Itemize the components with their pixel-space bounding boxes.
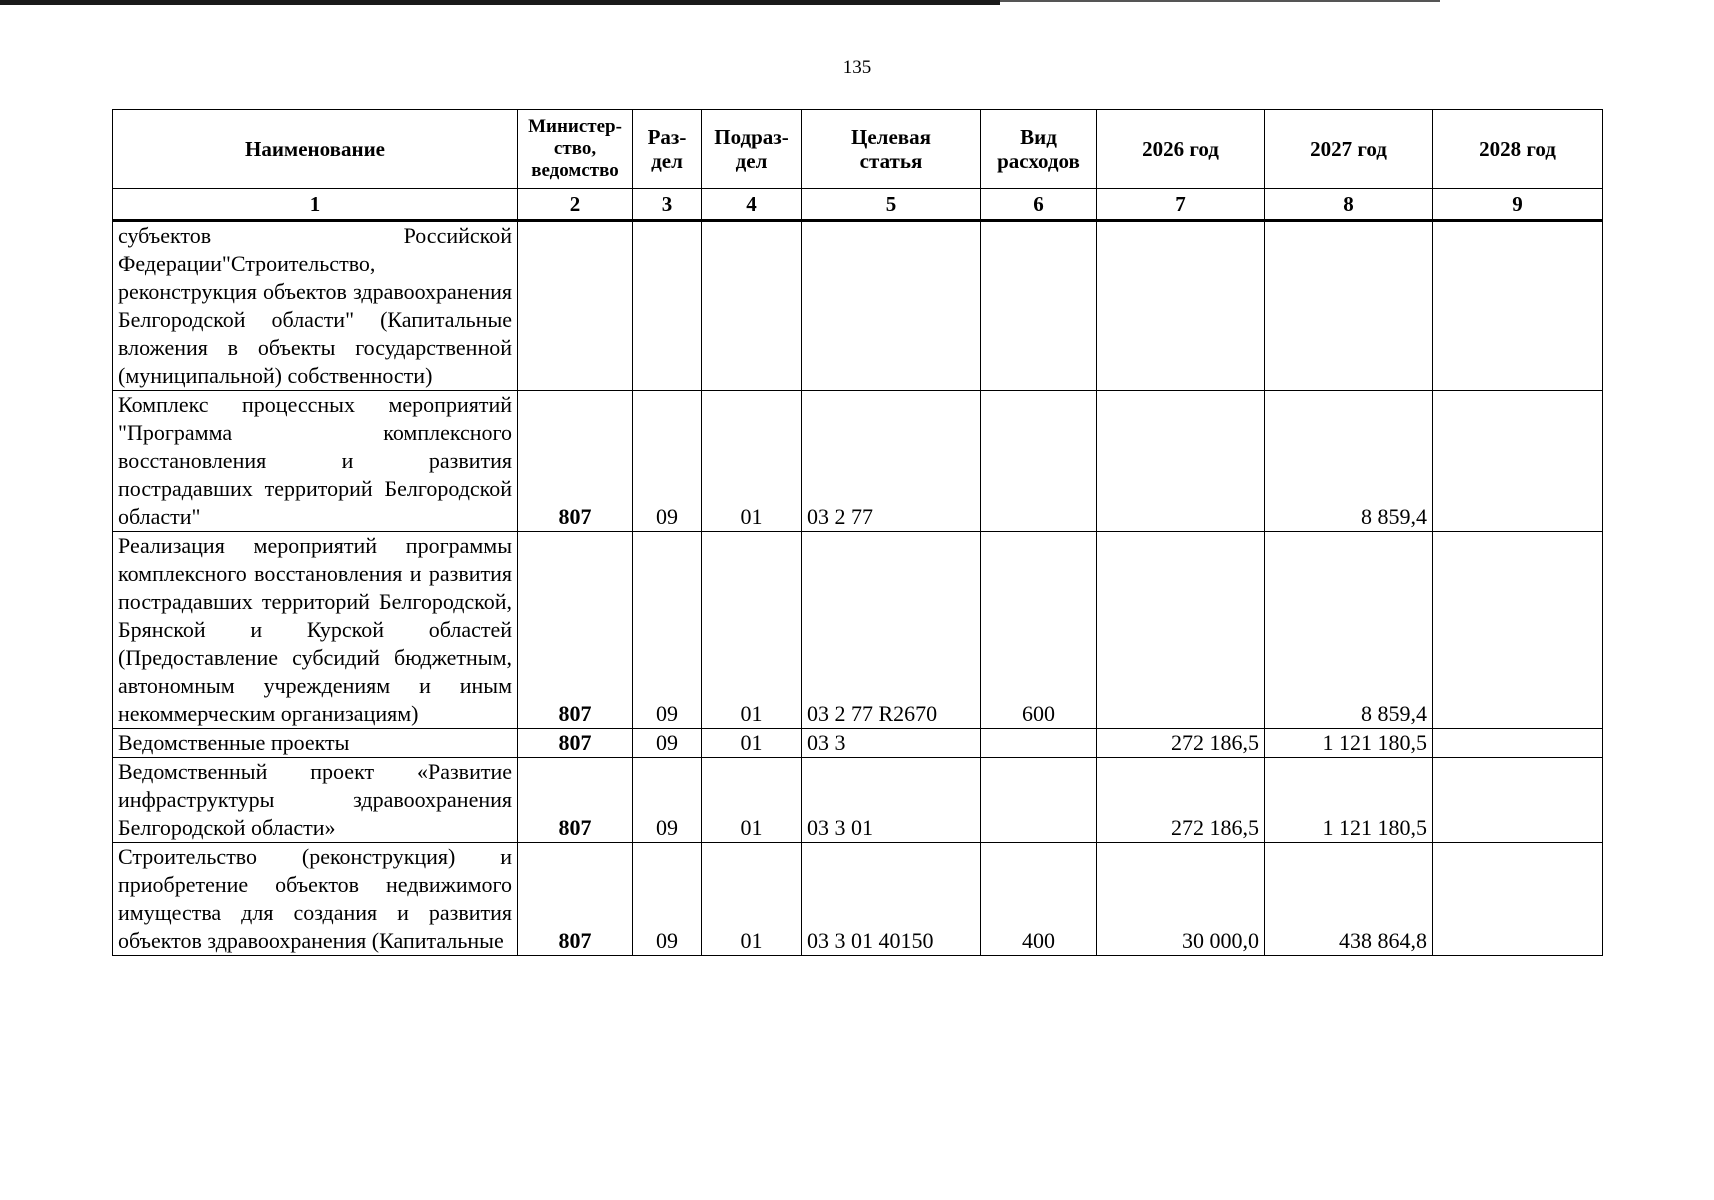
column-number: 3 — [633, 189, 702, 221]
row-2026 — [1097, 391, 1265, 532]
row-2027: 1 121 180,5 — [1265, 758, 1433, 843]
row-ministry: 807 — [518, 729, 633, 758]
row-2026: 272 186,5 — [1097, 729, 1265, 758]
page-number: 135 — [842, 57, 872, 78]
row-target: 03 2 77 — [802, 391, 981, 532]
row-ministry: 807 — [518, 391, 633, 532]
table-row — [113, 532, 1603, 729]
row-2028 — [1433, 843, 1603, 956]
column-number: 6 — [981, 189, 1097, 221]
column-number: 4 — [702, 189, 802, 221]
scan-edge-line — [0, 0, 1000, 5]
row-2027 — [1265, 221, 1433, 391]
row-expense-type — [981, 729, 1097, 758]
table-row — [113, 221, 1603, 391]
row-section: 09 — [633, 391, 702, 532]
header-expense-type: Вид расходов — [981, 110, 1097, 189]
row-name: Строительство (реконструкция) и приобретение объектов недвижимого имущества для создания и развития объектов здравоохранения (Капитальные — [113, 843, 518, 956]
row-expense-type — [981, 391, 1097, 532]
row-2027: 1 121 180,5 — [1265, 729, 1433, 758]
row-name: Ведомственные проекты — [113, 729, 518, 758]
row-2026 — [1097, 221, 1265, 391]
row-section: 09 — [633, 758, 702, 843]
row-subsection: 01 — [702, 532, 802, 729]
row-section — [633, 221, 702, 391]
column-number: 9 — [1433, 189, 1603, 221]
row-2028 — [1433, 221, 1603, 391]
column-number: 7 — [1097, 189, 1265, 221]
header-2026: 2026 год — [1097, 110, 1265, 189]
header-ministry: Министер-ство, ведомство — [518, 110, 633, 189]
row-2028 — [1433, 532, 1603, 729]
column-number: 2 — [518, 189, 633, 221]
header-subsection: Подраз-дел — [702, 110, 802, 189]
header-target: Целевая статья — [802, 110, 981, 189]
row-subsection: 01 — [702, 391, 802, 532]
row-2027: 8 859,4 — [1265, 532, 1433, 729]
row-2026: 272 186,5 — [1097, 758, 1265, 843]
row-section: 09 — [633, 729, 702, 758]
row-2027: 438 864,8 — [1265, 843, 1433, 956]
header-2028: 2028 год — [1433, 110, 1603, 189]
row-target — [802, 221, 981, 391]
row-target: 03 3 01 40150 — [802, 843, 981, 956]
table-row — [113, 729, 1603, 758]
row-ministry: 807 — [518, 532, 633, 729]
row-2028 — [1433, 729, 1603, 758]
row-ministry — [518, 221, 633, 391]
header-2027: 2027 год — [1265, 110, 1433, 189]
row-expense-type: 400 — [981, 843, 1097, 956]
scan-edge-line-thin — [1000, 0, 1440, 2]
header-name: Наименование — [113, 110, 518, 189]
table-row — [113, 843, 1603, 956]
table-row — [113, 758, 1603, 843]
column-number: 8 — [1265, 189, 1433, 221]
budget-table — [112, 109, 1603, 956]
row-section: 09 — [633, 843, 702, 956]
row-expense-type — [981, 758, 1097, 843]
row-target: 03 3 01 — [802, 758, 981, 843]
row-2028 — [1433, 758, 1603, 843]
row-subsection — [702, 221, 802, 391]
row-name: субъектов Российской Федерации"Строительство, реконструкция объектов здравоохранения Белгородской области" (Капитальные вложения в объекты государственной (муниципальной) собственности) — [113, 221, 518, 391]
row-2028 — [1433, 391, 1603, 532]
header-section: Раз-дел — [633, 110, 702, 189]
row-target: 03 3 — [802, 729, 981, 758]
row-section: 09 — [633, 532, 702, 729]
row-name: Ведомственный проект «Развитие инфраструктуры здравоохранения Белгородской области» — [113, 758, 518, 843]
header-row — [113, 110, 1603, 189]
table-row — [113, 391, 1603, 532]
row-target: 03 2 77 R2670 — [802, 532, 981, 729]
row-ministry: 807 — [518, 843, 633, 956]
column-number: 1 — [113, 189, 518, 221]
row-subsection: 01 — [702, 729, 802, 758]
row-2026: 30 000,0 — [1097, 843, 1265, 956]
row-expense-type — [981, 221, 1097, 391]
column-number-row — [113, 189, 1603, 221]
row-subsection: 01 — [702, 758, 802, 843]
row-2026 — [1097, 532, 1265, 729]
column-number: 5 — [802, 189, 981, 221]
row-ministry: 807 — [518, 758, 633, 843]
row-name: Комплекс процессных мероприятий "Программа комплексного восстановления и развития пострадавших территорий Белгородской области" — [113, 391, 518, 532]
row-2027: 8 859,4 — [1265, 391, 1433, 532]
row-subsection: 01 — [702, 843, 802, 956]
row-expense-type: 600 — [981, 532, 1097, 729]
row-name: Реализация мероприятий программы комплексного восстановления и развития пострадавших территорий Белгородской, Брянской и Курской областей (Предоставление субсидий бюджетным, автономным учреждениям и иным некоммерческим организациям) — [113, 532, 518, 729]
